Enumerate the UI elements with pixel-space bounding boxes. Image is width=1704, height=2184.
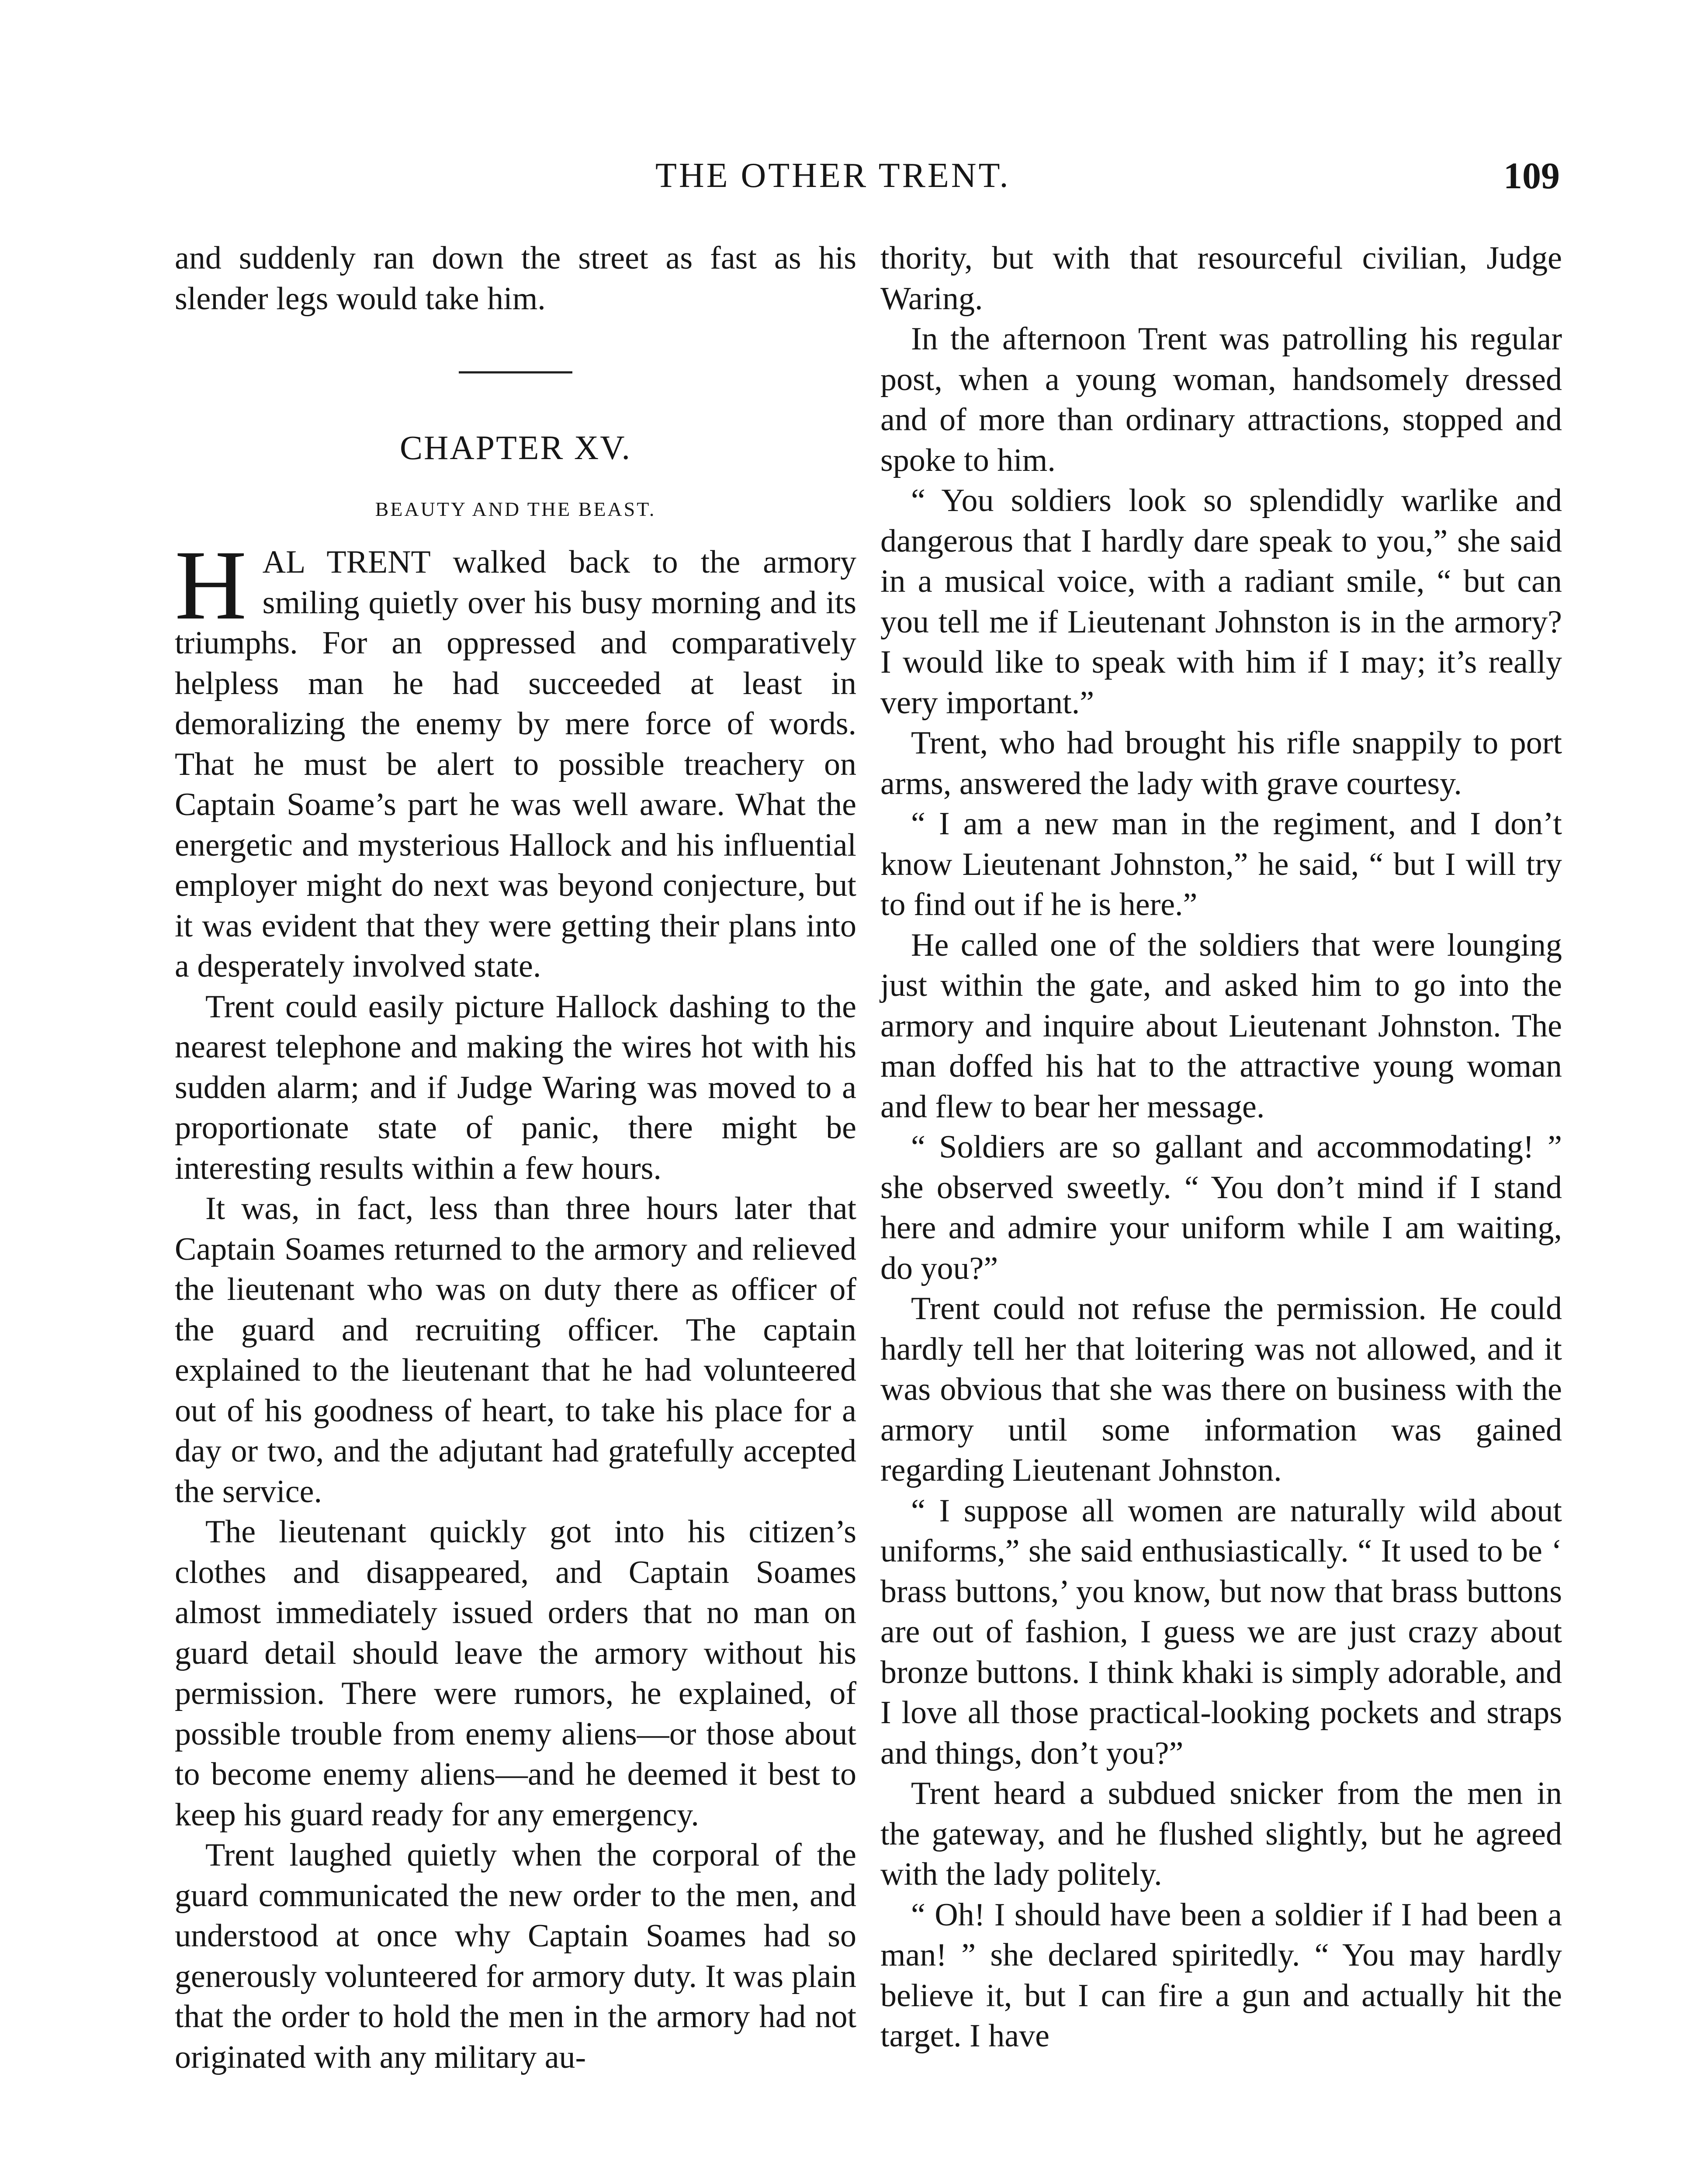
paragraph: Trent could not refuse the permission. He could hardly tell her that loitering was not allowed, and it was obvious that she was there on business with the armory until some information was gained regarding Lieutenant Johnston. [880,1291,1562,1488]
paragraph: “ Oh! I should have been a soldier if I had been a man! ” she declared spiritedly. “ You may hardly believe it, but I can fire a gun and actually hit the target. I have [880,1897,1562,2054]
paragraph: He called one of the soldiers that were lounging just within the gate, and asked him to go into the armory and inquire about Lieutenant Johnston. The man doffed his hat to the attractive young woman and flew to bear her message. [880,927,1562,1125]
chapter-heading: CHAPTER XV. [400,429,631,467]
paragraph: Trent heard a subdued snicker from the men in the gateway, and he flushed slightly, but he agreed with the lady politely. [880,1776,1562,1892]
paragraph-continued: and suddenly ran down the street as fast as his slender legs would take him. [175,240,856,317]
paragraph: “ You soldiers look so splendidly warlike and dangerous that I hardly dare speak to you,” she said in a musical voice, with a radiant smile, “ but can you tell me if Lieutenant Johnston is in the armory? I would like to speak with him if I may; it’s really very important.” [880,483,1562,721]
chapter-subtitle: BEAUTY AND THE BEAST. [375,498,656,520]
section-divider [459,371,572,373]
drop-cap: H [175,530,247,640]
running-header [175,154,1560,206]
paragraph: “ I am a new man in the regiment, and I don’t know Lieutenant Johnston,” he said, “ but I will try to find out if he is here.” [880,806,1562,923]
left-column [175,238,856,2077]
paragraph: The lieutenant quickly got into his citizen’s clothes and disappeared, and Captain Soames almost immediately issued orders that no man on guard detail should leave the armory without his permission. There were rumors, he explained, of possible trouble from enemy aliens—or those about to become enemy aliens—and he deemed it best to keep his guard ready for any emergency. [175,1514,856,1833]
opening-paragraph [175,530,856,987]
right-column [880,238,1562,2056]
paragraph: “ Soldiers are so gallant and accommodating! ” she observed sweetly. “ You don’t mind if I stand here and admire your uniform while I am waiting, do you?” [880,1129,1562,1286]
page-number: 109 [1503,155,1560,197]
paragraph: It was, in fact, less than three hours later that Captain Soames returned to the armory and relieved the lieutenant who was on duty there as officer of the guard and recruiting officer. The captain explained to the lieutenant that he had volunteered out of his goodness of heart, to take his place for a day or two, and the adjutant had gratefully accepted the service. [175,1191,856,1510]
paragraph: In the afternoon Trent was patrolling his regular post, when a young woman, handsomely dressed and of more than ordinary attractions, stopped and spoke to him. [880,321,1562,478]
paragraph: Trent could easily picture Hallock dashing to the nearest telephone and making the wires hot with his sudden alarm; and if Judge Waring was moved to a proportionate state of panic, there might be interesting results within a few hours. [175,988,856,1186]
paragraph: Trent laughed quietly when the corporal of the guard communicated the new order to the men, and understood at once why Captain Soames had so generously volunteered for armory duty. It was plain that the order to hold the men in the armory had not originated with any military au- [175,1837,856,2075]
paragraph: “ I suppose all women are naturally wild about uniforms,” she said enthusiastically. “ It used to be ‘ brass buttons,’ you know, but now that brass buttons are out of fashion, I guess we are just crazy about bronze buttons. I think khaki is simply adorable, and I love all those practical-looking pockets and straps and things, don’t you?” [880,1493,1562,1771]
paragraph: Trent, who had brought his rifle snappily to port arms, answered the lady with grave courtesy. [880,725,1562,802]
paragraph-continued: thority, but with that resourceful civilian, Judge Waring. [880,240,1562,317]
opening-paragraph-text: AL TRENT walked back to the armory smiling quietly over his busy morning and its triumphs. For an oppressed and comparatively helpless man he had succeeded at least in demoralizing the enemy by mere force of words. That he must be alert to possible treachery on Captain Soame’s part he was well aware. What the energetic and mysterious Hallock and his influential employer might do next was beyond conjecture, but it was evident that they were getting their plans into a desperately involved state. [175,544,856,984]
running-title: THE OTHER TRENT. [655,156,1011,195]
